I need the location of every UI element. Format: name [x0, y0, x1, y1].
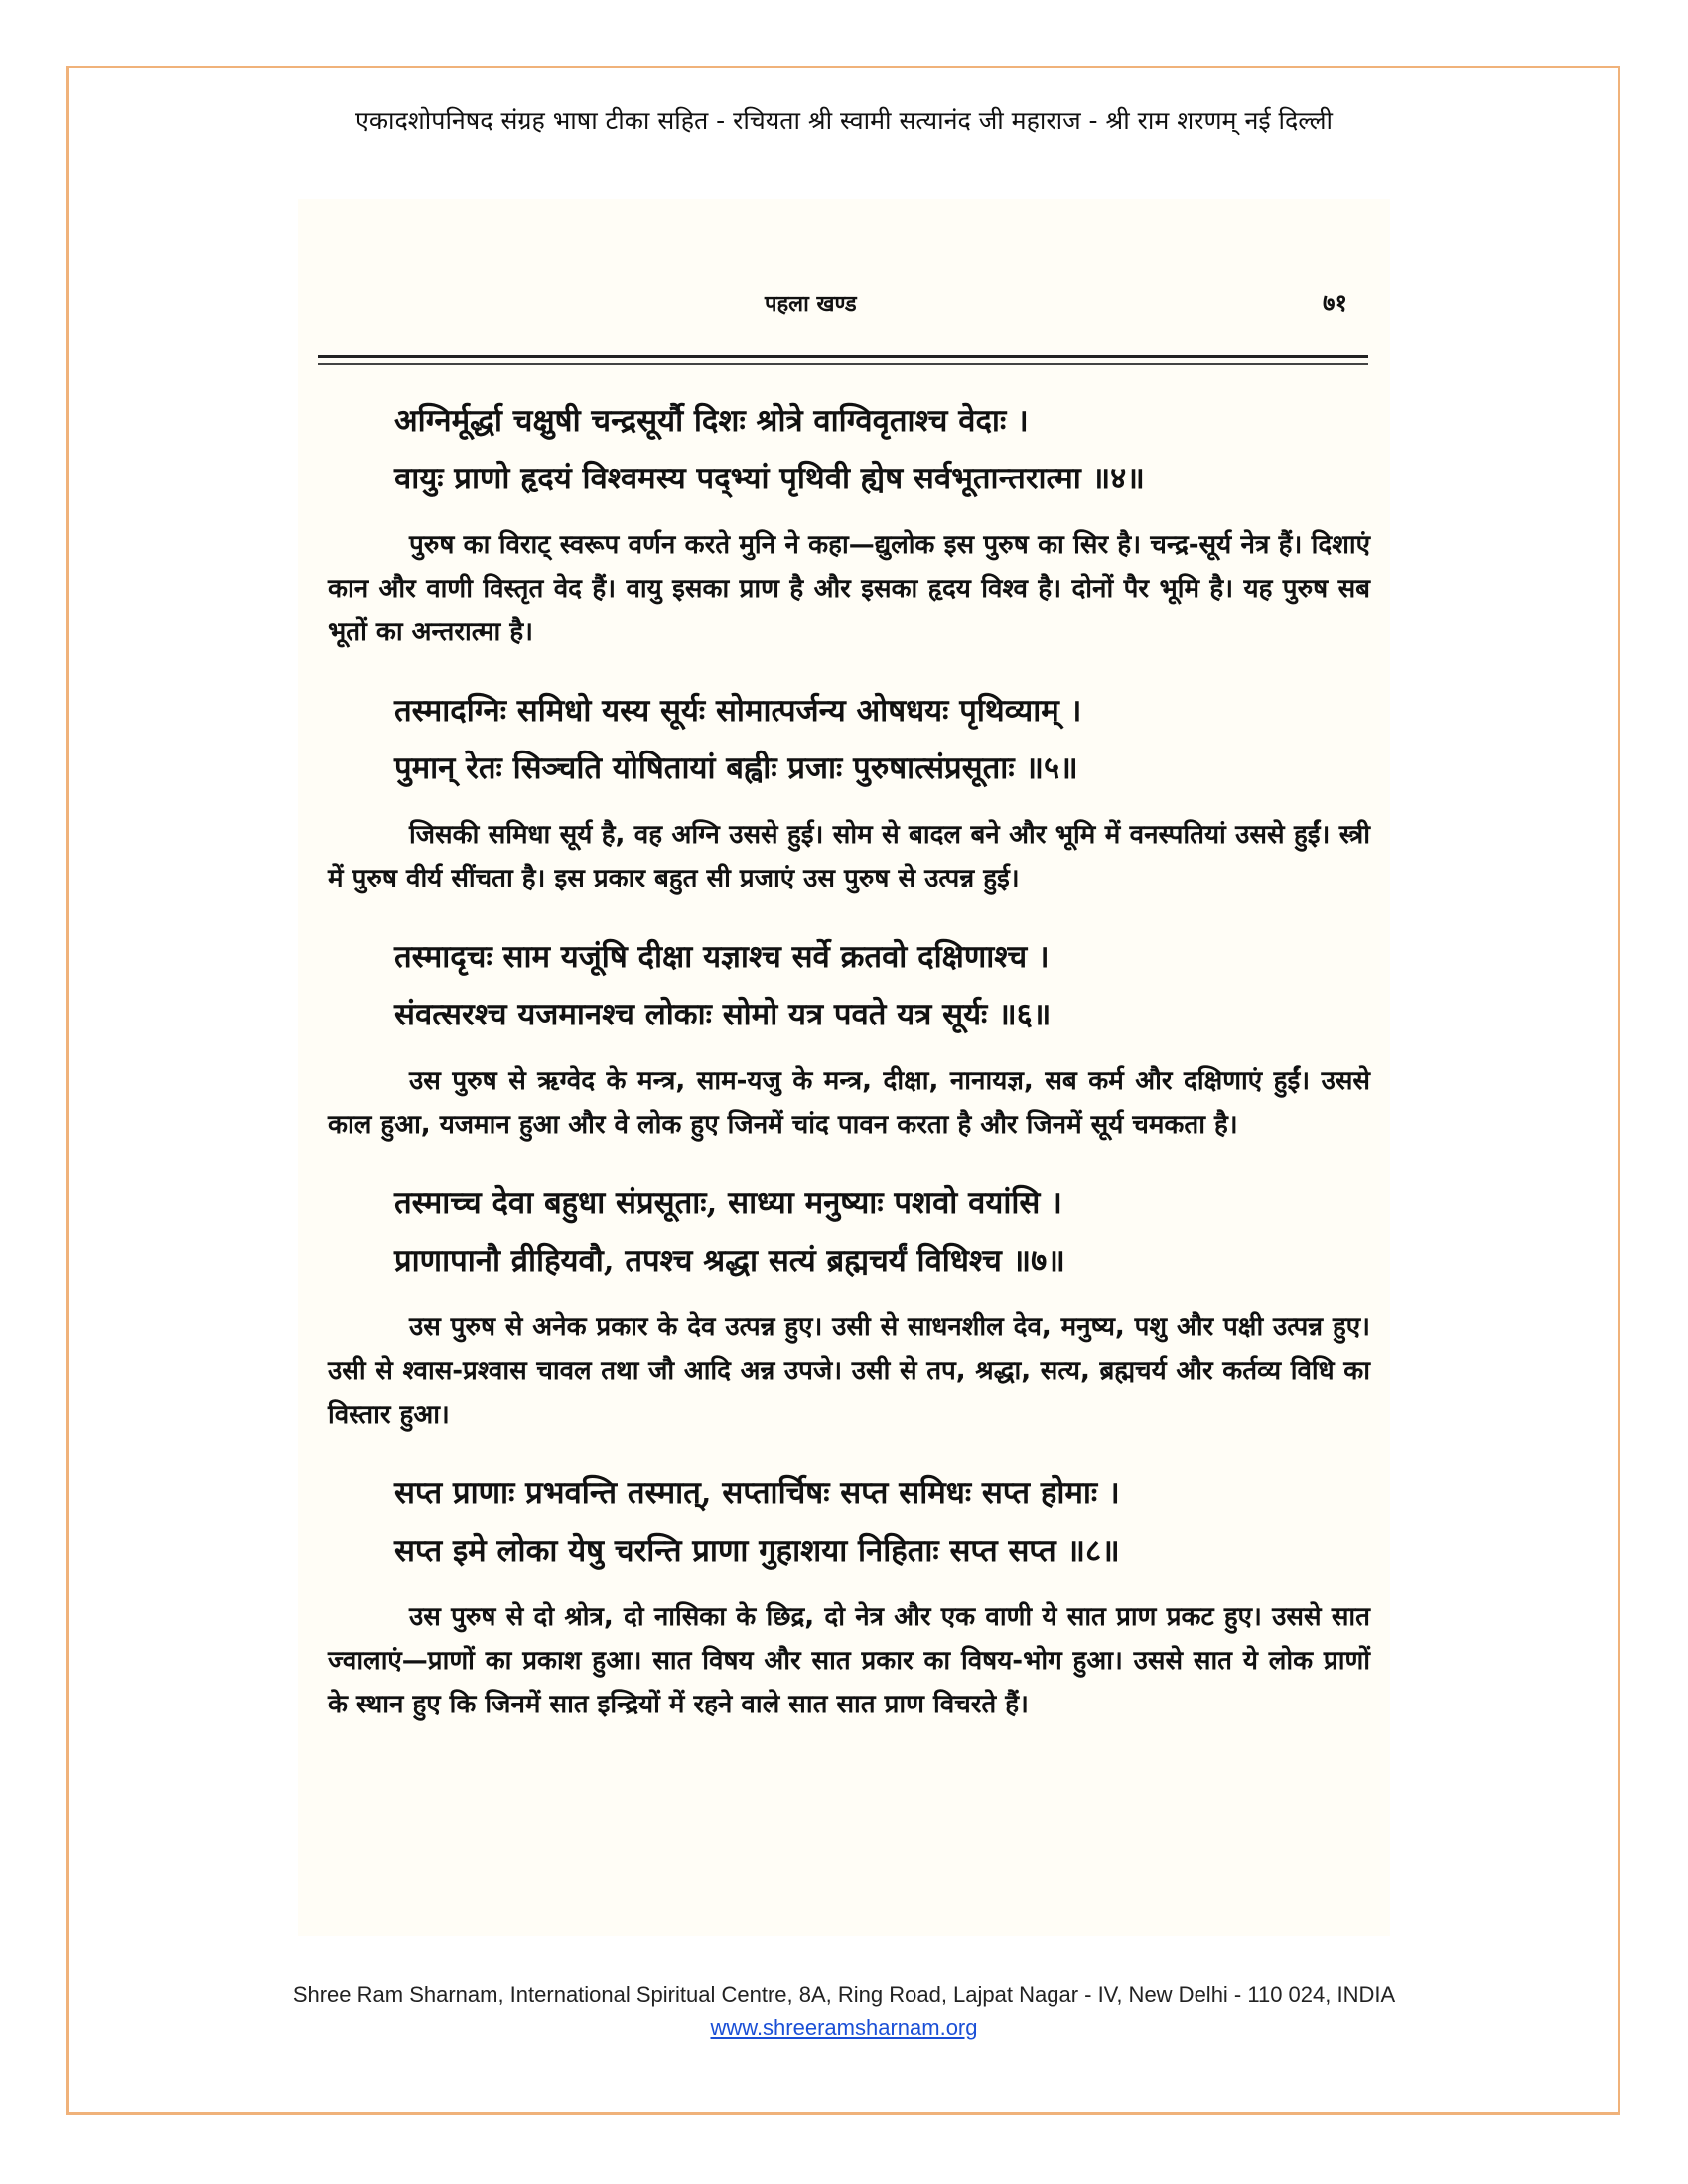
verse-line: तस्माच्च देवा बहुधा संप्रसूताः, साध्या मनुष्याः पशवो वयांसि । [394, 1185, 1062, 1221]
verse-line: संवत्सरश्च यजमानश्च लोकाः सोमो यत्र पवते यत्र सूर्यः ॥६॥ [394, 997, 1052, 1032]
page-header: एकादशोपनिषद संग्रह भाषा टीका सहित - रचियता श्री स्वामी सत्यानंद जी महाराज - श्री राम शरणम् नई दिल्ली [355, 106, 1333, 135]
verse-section [328, 682, 1370, 900]
verse-line: तस्मादग्निः समिधो यस्य सूर्यः सोमात्पर्जन्य ओषधयः पृथिव्याम् । [394, 693, 1082, 729]
running-head: पहला खण्ड [765, 291, 857, 317]
verse-line: तस्मादृचः साम यजूंषि दीक्षा यज्ञाश्च सर्वे क्रतवो दक्षिणाश्च । [394, 939, 1050, 975]
footer-address: Shree Ram Sharnam, International Spiritual Centre, 8A, Ring Road, Lajpat Nagar - IV, New Delhi - 110 024, INDIA [292, 1982, 1396, 2007]
verse-line: सप्त इमे लोका येषु चरन्ति प्राणा गुहाशया निहिताः सप्त सप्त ॥८॥ [394, 1533, 1120, 1569]
translation: पुरुष का विराट् स्वरूप वर्णन करते मुनि ने कहा—द्युलोक इस पुरुष का सिर है। चन्द्र-सूर्य नेत्र हैं। दिशाएं कान और वाणी विस्तृत वेद हैं। वायु इसका प्राण है और इसका हृदय विश्व है। दोनों पैर भूमि है। यह पुरुष सब भूतों का अन्तरात्मा है। [328, 530, 1370, 647]
verse-section [328, 928, 1370, 1147]
footer-link-wrapper [119, 2015, 1569, 2041]
translation: जिसकी समिधा सूर्य है, वह अग्नि उससे हुई। सोम से बादल बने और भूमि में वनस्पतियां उससे हुईं। स्त्री में पुरुष वीर्य सींचता है। इस प्रकार बहुत सी प्रजाएं उस पुरुष से उत्पन्न हुई। [328, 820, 1370, 893]
translation: उस पुरुष से ऋग्वेद के मन्त्र, साम-यजु के मन्त्र, दीक्षा, नानायज्ञ, सब कर्म और दक्षिणाएं हुईं। उससे काल हुआ, यजमान हुआ और वे लोक हुए जिनमें चांद पावन करता है और जिनमें सूर्य चमकता है। [328, 1066, 1370, 1140]
header-rule [318, 355, 1368, 358]
verse-sections [328, 392, 1370, 1754]
verse-section [328, 1174, 1370, 1436]
website-link[interactable]: www.shreeramsharnam.org [710, 2015, 978, 2040]
page-number: ७१ [1323, 288, 1347, 317]
verse-line: अग्निर्मूर्द्धा चक्षुषी चन्द्रसूर्यौ दिशः श्रोत्रे वाग्विवृताश्च वेदाः । [394, 403, 1029, 439]
header-rule [318, 363, 1368, 365]
translation: उस पुरुष से अनेक प्रकार के देव उत्पन्न हुए। उसी से साधनशील देव, मनुष्य, पशु और पक्षी उत्पन्न हुए। उसी से श्वास-प्रश्वास चावल तथा जौ आदि अन्न उपजे। उसी से तप, श्रद्धा, सत्य, ब्रह्मचर्य और कर्तव्य विधि का विस्तार हुआ। [328, 1312, 1370, 1430]
scanned-page [298, 199, 1390, 1936]
verse-line: सप्त प्राणाः प्रभवन्ति तस्मात्, सप्तार्चिषः सप्त समिधः सप्त होमाः । [394, 1475, 1120, 1511]
verse-line: पुमान् रेतः सिञ्चति योषितायां बह्वीः प्रजाः पुरुषात्संप्रसूताः ॥५॥ [394, 751, 1078, 786]
verse-section [328, 392, 1370, 654]
verse-line: वायुः प्राणो हृदयं विश्वमस्य पद्भ्यां पृथिवी ह्येष सर्वभूतान्तरात्मा ॥४॥ [394, 461, 1145, 496]
verse-section [328, 1464, 1370, 1726]
verse-line: प्राणापानौ व्रीहियवौ, तपश्च श्रद्धा सत्यं ब्रह्मचर्यं विधिश्च ॥७॥ [394, 1243, 1065, 1279]
translation: उस पुरुष से दो श्रोत्र, दो नासिका के छिद्र, दो नेत्र और एक वाणी ये सात प्राण प्रकट हुए। उससे सात ज्वालाएं—प्राणों का प्रकाश हुआ। सात विषय और सात प्रकार का विषय-भोग हुआ। उससे सात ये लोक प्राणों के स्थान हुए कि जिनमें सात इन्द्रियों में रहने वाले सात सात प्राण विचरते हैं। [328, 1602, 1370, 1719]
